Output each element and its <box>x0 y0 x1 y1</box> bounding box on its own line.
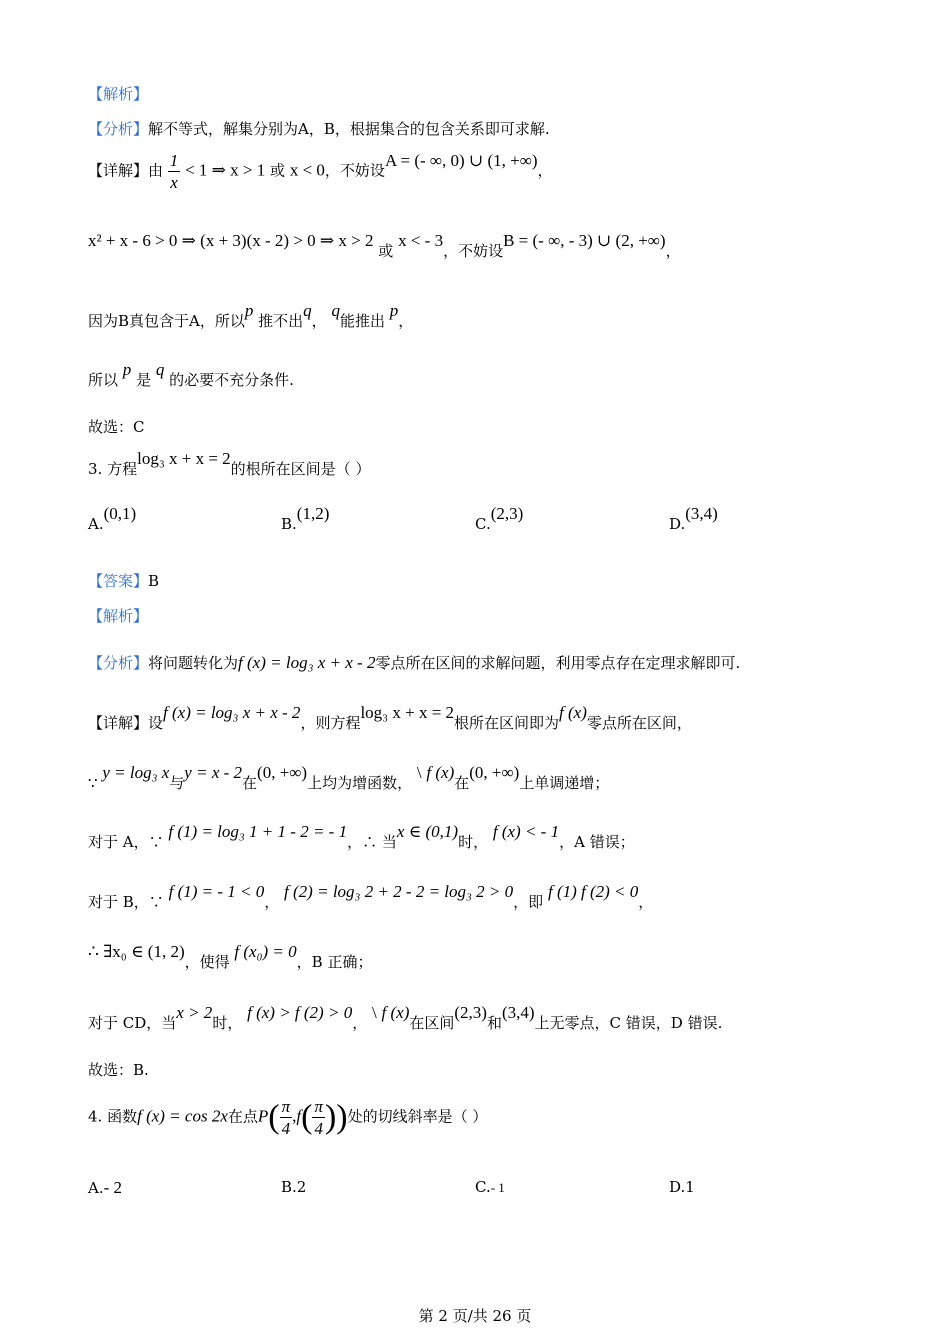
var-q: q <box>155 360 165 379</box>
condition: x < - 3 <box>398 231 444 250</box>
text: 的必要不充分条件. <box>169 371 294 389</box>
option-value: 2 <box>296 1178 307 1196</box>
text: 上均为增函数， <box>307 774 413 792</box>
page-footer: 第 2 页/共 26 页 <box>418 1307 532 1325</box>
text: 对于 A， <box>88 833 149 851</box>
question-number: 4. 函数 <box>88 1107 138 1126</box>
equation: log₃ x + x = 2 <box>137 449 231 468</box>
interval: (0, +∞) <box>469 763 520 782</box>
analysis-text: 解不等式，解集分别为A，B，根据集合的包含关系即可求解. <box>148 120 550 138</box>
question-text: 处的切线斜率是（ ） <box>347 1107 488 1126</box>
text: 对于 B， <box>88 893 149 911</box>
interval: (3,4) <box>501 1003 535 1022</box>
option-c[interactable] <box>475 504 524 534</box>
var-p: p <box>122 360 132 379</box>
text: ，则方程 <box>300 714 361 732</box>
answer-label: 【答案】 <box>88 572 149 590</box>
interval: (2,3) <box>454 1003 487 1022</box>
function: f (x) <box>381 1003 410 1022</box>
option-a[interactable] <box>88 504 137 534</box>
assume-text: ，不妨设 <box>324 161 385 180</box>
option-d[interactable] <box>669 1178 695 1196</box>
var-q: q <box>331 301 340 320</box>
set-b: B = (- ∞, - 3) ∪ (2, +∞) <box>503 231 666 250</box>
option-label: C. <box>475 1178 491 1196</box>
function: y = x - 2 <box>184 763 243 782</box>
or-text: 或 <box>270 161 286 180</box>
text: 在 <box>242 774 258 792</box>
option-value: (1,2) <box>296 504 330 523</box>
function-f: f <box>296 1106 302 1126</box>
text: 【详解】设 <box>88 714 164 732</box>
punct: ， <box>537 161 553 180</box>
text: 对于 CD，当 <box>88 1014 177 1032</box>
expression: f (1) f (2) < 0 <box>547 882 639 901</box>
detail-line-5 <box>88 703 890 733</box>
detail-label: 【详解】由 <box>88 161 164 180</box>
option-value: 1 <box>685 1178 695 1196</box>
text: 能推出 <box>339 312 385 330</box>
fraction-pi-over-4: $\frac{\pi}{4}$ <box>314 1097 323 1138</box>
text: ，∴ 当 <box>347 833 397 851</box>
condition: x > 2 <box>176 1003 213 1022</box>
option-label: D. <box>669 515 686 533</box>
detail-line-6 <box>88 763 890 793</box>
question-4 <box>88 1098 890 1137</box>
function: f (x) <box>426 763 455 782</box>
option-value: (2,3) <box>490 504 524 523</box>
var-p: p <box>244 301 254 320</box>
therefore-symbol: \ <box>416 763 422 782</box>
result: f (x) < - 1 <box>492 822 560 841</box>
comma: , <box>292 1106 297 1126</box>
option-label: A. <box>88 1179 104 1197</box>
option-label: D. <box>669 1178 686 1196</box>
text: ， <box>352 1014 368 1032</box>
because-symbol: ∵ <box>148 833 164 851</box>
option-label: B. <box>281 515 297 533</box>
text: 零点所在区间的求解问题，利用零点存在定理求解即可. <box>375 654 741 672</box>
interval: (0, +∞) <box>257 763 308 782</box>
option-value: (3,4) <box>685 504 718 523</box>
text: 时， <box>458 833 489 851</box>
analysis-label: 【分析】 <box>88 654 149 672</box>
punct: ， <box>398 312 414 330</box>
analysis-line <box>88 118 890 139</box>
option-value: (0,1) <box>103 504 137 523</box>
text: 在 <box>454 774 470 792</box>
option-c[interactable] <box>475 1178 505 1196</box>
answer-line: 故选：C <box>88 418 145 436</box>
question-number: 3. 方程 <box>88 460 138 478</box>
detail-line-3 <box>88 301 890 331</box>
therefore-symbol: \ <box>372 1003 377 1022</box>
text: 根所在区间即为 <box>454 714 560 732</box>
question-text: 的根所在区间是（ ） <box>230 460 371 478</box>
expression: f (1) = log₃ 1 + 1 - 2 = - 1 <box>168 822 348 841</box>
text: 零点所在区间， <box>586 714 692 732</box>
set-a: A = (- ∞, 0) ∪ (1, +∞) <box>384 150 538 170</box>
function-def: f (x) = log₃ x + x - 2 <box>238 653 376 672</box>
text: ，A 错误； <box>559 833 635 851</box>
detail-line-7 <box>88 822 890 852</box>
option-label: A. <box>88 515 104 533</box>
text: 在区间 <box>409 1014 455 1032</box>
function-def: f (x) = log₃ x + x - 2 <box>163 703 301 722</box>
expression: f (x₀) = 0 <box>234 942 297 961</box>
function: f (x) <box>559 703 587 722</box>
option-label: C. <box>475 515 491 533</box>
detail-line-10 <box>88 1003 890 1033</box>
text: 所以 <box>88 371 119 389</box>
option-d[interactable] <box>669 504 718 534</box>
text: 与 <box>169 774 185 792</box>
question-3 <box>88 449 890 479</box>
text: 是 <box>136 371 152 389</box>
text: 上单调递增； <box>519 774 610 792</box>
detail-line-2 <box>88 231 890 261</box>
text: ，即 <box>513 893 544 911</box>
text: 将问题转化为 <box>148 654 239 672</box>
text: ， <box>264 893 280 911</box>
text: 推不出 <box>258 312 304 330</box>
inequality: < 1 ⇒ x > 1 <box>185 160 266 180</box>
because-symbol: ∵ <box>148 893 164 911</box>
text: 上无零点，C 错误，D 错误. <box>534 1014 723 1032</box>
punct: ， <box>665 242 681 260</box>
expression: ∴ ∃x₀ ∈ (1, 2) <box>88 942 185 961</box>
fraction-1-over-x: $\frac{1}{x}$ <box>169 151 179 192</box>
equation: log₃ x + x = 2 <box>360 703 455 722</box>
condition: x ∈ (0,1) <box>396 822 459 841</box>
quadratic-expr: x² + x - 6 > 0 ⇒ (x + 3)(x - 2) > 0 ⇒ x > 2 <box>88 231 374 250</box>
text: 因为B真包含于A，所以 <box>88 312 245 330</box>
paren-open: ( <box>301 1098 313 1136</box>
text: ，使得 <box>184 953 230 971</box>
function-def: f (x) = cos 2x <box>137 1106 228 1126</box>
assume-text: ，不妨设 <box>443 242 504 260</box>
function: y = log₃ x <box>102 763 170 782</box>
fraction-pi-over-4: $\frac{\pi}{4}$ <box>281 1097 291 1138</box>
expression: f (1) = - 1 < 0 <box>168 882 265 901</box>
detail-line-1 <box>88 152 890 191</box>
condition: x < 0 <box>289 160 325 180</box>
analysis-line <box>88 652 890 673</box>
section-analysis-heading: 【解析】 <box>88 85 149 103</box>
paren-open: ( <box>268 1098 280 1136</box>
text: 和 <box>486 1014 502 1032</box>
answer-line: 故选：B. <box>88 1061 149 1079</box>
detail-line-8 <box>88 882 890 912</box>
expression: f (x) > f (2) > 0 <box>247 1003 353 1022</box>
var-p: p <box>389 301 399 320</box>
option-a[interactable] <box>88 1178 122 1198</box>
text: ，B 正确； <box>296 953 373 971</box>
detail-line-9 <box>88 942 890 972</box>
because-symbol: ∵ <box>88 774 98 792</box>
option-b[interactable] <box>281 504 330 534</box>
or-text: 或 <box>378 242 394 260</box>
option-value: - 2 <box>103 1178 123 1197</box>
answer-value: B <box>148 572 160 590</box>
text: 时， <box>212 1014 243 1032</box>
analysis-label: 【分析】 <box>88 120 149 138</box>
var-q: q <box>303 301 312 320</box>
punct: ， <box>311 312 327 330</box>
text: 在点 <box>227 1107 258 1126</box>
option-label: B. <box>281 1178 297 1196</box>
detail-line-4 <box>88 360 890 390</box>
point-label: P <box>257 1106 269 1126</box>
section-analysis-heading: 【解析】 <box>88 607 149 625</box>
answer-line <box>88 570 890 591</box>
option-b[interactable] <box>281 1178 306 1196</box>
option-value: - 1 <box>490 1180 505 1195</box>
paren-close: )) <box>324 1098 348 1136</box>
expression: f (2) = log₃ 2 + 2 - 2 = log₃ 2 > 0 <box>284 882 514 901</box>
text: ， <box>638 893 654 911</box>
